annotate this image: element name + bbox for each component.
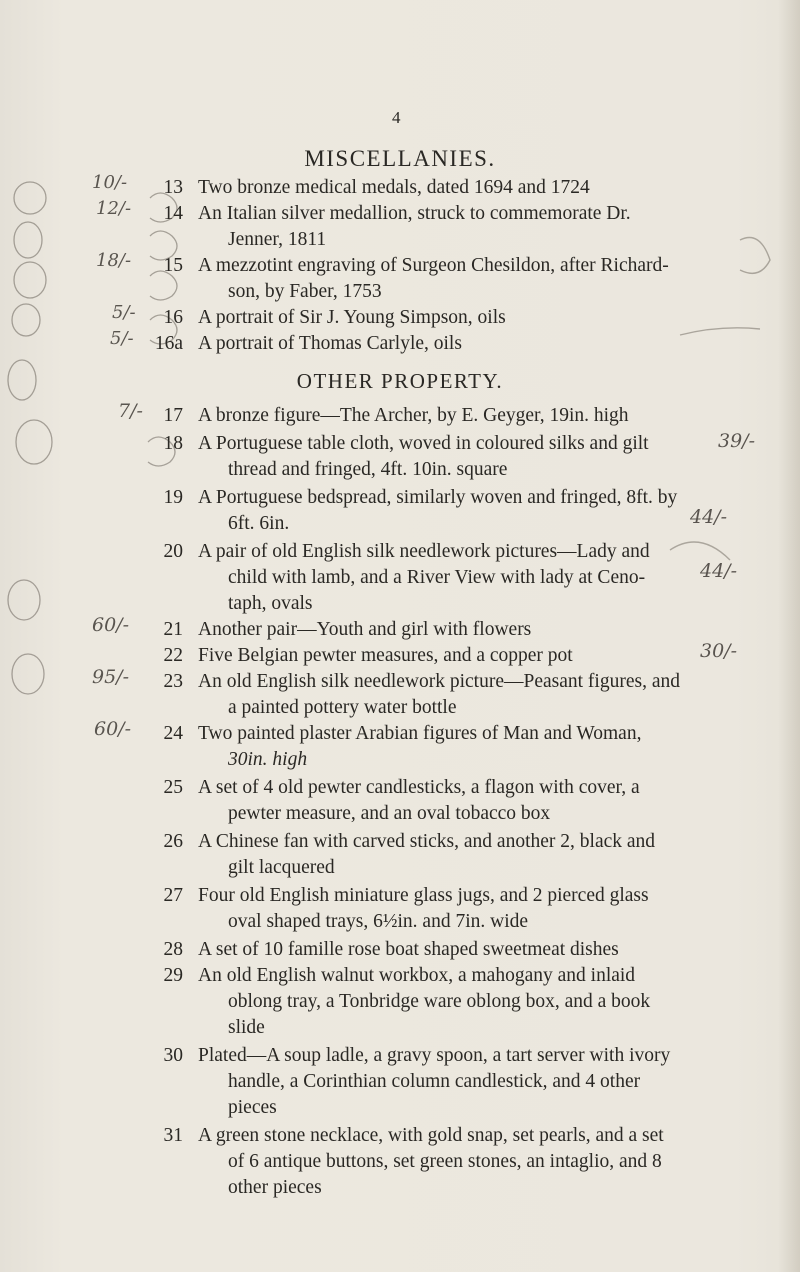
lot-description: Two bronze medical medals, dated 1694 and 1724 (198, 177, 590, 198)
lot-description: A pair of old English silk needlework pictures—Lady and (198, 541, 650, 562)
lot-description-cont: son, by Faber, 1753 (228, 281, 382, 302)
lot-number: 27 (163, 885, 183, 906)
lot-number: 24 (163, 723, 183, 744)
lot-description: A set of 10 famille rose boat shaped sweetmeat dishes (198, 939, 619, 960)
lot-description: An Italian silver medallion, struck to commemorate Dr. (198, 203, 631, 224)
lot-number: 16 (163, 307, 183, 328)
lot-number: 15 (163, 255, 183, 276)
page-number: 4 (392, 108, 401, 127)
lot-number: 29 (163, 965, 183, 986)
lot-description: Four old English miniature glass jugs, and 2 pierced glass (198, 885, 649, 906)
lot-description: Two painted plaster Arabian figures of Man and Woman, (198, 723, 642, 744)
lot-description-cont: handle, a Corinthian column candlestick, and 4 other (228, 1071, 641, 1092)
section-heading: OTHER PROPERTY. (296, 369, 504, 393)
lot-number: 31 (163, 1125, 183, 1146)
handwritten-price: 18/- (96, 250, 132, 271)
handwritten-price: 44/- (690, 506, 727, 528)
handwritten-price: 39/- (718, 430, 755, 452)
lot-description: Plated—A soup ladle, a gravy spoon, a tart server with ivory (198, 1045, 671, 1066)
handwritten-price: 95/- (92, 666, 129, 688)
lot-number: 13 (163, 177, 183, 198)
lot-number: 23 (163, 671, 183, 692)
lot-number: 18 (163, 433, 183, 454)
lot-description: A portrait of Sir J. Young Simpson, oils (198, 307, 506, 328)
lot-description-cont: pewter measure, and an oval tobacco box (228, 803, 551, 824)
lot-description: Another pair—Youth and girl with flowers (198, 619, 532, 640)
lot-number: 30 (163, 1045, 183, 1066)
lot-number: 19 (163, 487, 183, 508)
lot-description: A green stone necklace, with gold snap, set pearls, and a set (198, 1125, 664, 1146)
lot-description-cont: oval shaped trays, 6½in. and 7in. wide (228, 911, 529, 932)
lot-number: 20 (163, 541, 183, 562)
lot-description-cont: Jenner, 1811 (228, 229, 327, 250)
handwritten-price: 44/- (700, 560, 737, 582)
lot-description-cont: thread and fringed, 4ft. 10in. square (228, 459, 508, 480)
lot-description-cont: pieces (228, 1097, 277, 1118)
handwritten-price: 10/- (92, 172, 128, 193)
lot-number: 21 (163, 619, 183, 640)
lot-description: An old English silk needlework picture—Peasant figures, and (198, 671, 680, 692)
lot-description-cont: slide (228, 1017, 265, 1038)
handwritten-price: 7/- (118, 400, 143, 422)
lot-number: 28 (163, 939, 183, 960)
handwritten-price: 60/- (92, 614, 129, 636)
handwritten-price: 5/- (110, 328, 134, 349)
lot-description: A set of 4 old pewter candlesticks, a flagon with cover, a (198, 777, 640, 798)
lot-number: 26 (163, 831, 183, 852)
lot-description: A Portuguese table cloth, woved in coloured silks and gilt (198, 433, 649, 454)
lot-description-cont: 6ft. 6in. (228, 513, 290, 534)
lot-description: An old English walnut workbox, a mahogany and inlaid (198, 965, 636, 986)
handwritten-price: 30/- (700, 640, 737, 662)
lot-description: A Chinese fan with carved sticks, and another 2, black and (198, 831, 656, 852)
lot-description-cont: of 6 antique buttons, set green stones, an intaglio, and 8 (228, 1151, 662, 1172)
lot-description-cont: other pieces (228, 1177, 322, 1198)
page-title: MISCELLANIES. (304, 146, 496, 171)
lot-description: A bronze figure—The Archer, by E. Geyger, 19in. high (198, 405, 629, 426)
handwritten-price: 12/- (96, 198, 132, 219)
lot-description-cont: gilt lacquered (228, 857, 335, 878)
lot-number: 17 (163, 405, 183, 426)
handwritten-price: 60/- (94, 718, 131, 740)
lot-description-cont: taph, ovals (228, 593, 313, 614)
page-edge-shadow (778, 0, 800, 1272)
lot-description-cont: 30in. high (228, 749, 308, 770)
lot-number: 16a (154, 333, 183, 354)
lot-description: A mezzotint engraving of Surgeon Chesildon, after Richard- (198, 255, 669, 276)
lot-description: A Portuguese bedspread, similarly woven and fringed, 8ft. by (198, 487, 678, 508)
lot-description-cont: a painted pottery water bottle (228, 697, 457, 718)
lot-number: 14 (163, 203, 183, 224)
lot-description: Five Belgian pewter measures, and a copper pot (198, 645, 573, 666)
lot-description: A portrait of Thomas Carlyle, oils (198, 333, 462, 354)
lot-description-cont: child with lamb, and a River View with lady at Ceno- (228, 567, 646, 588)
handwritten-price: 5/- (112, 302, 136, 323)
lot-number: 22 (163, 645, 183, 666)
lot-number: 25 (163, 777, 183, 798)
lot-description-cont: oblong tray, a Tonbridge ware oblong box, and a book (228, 991, 651, 1012)
